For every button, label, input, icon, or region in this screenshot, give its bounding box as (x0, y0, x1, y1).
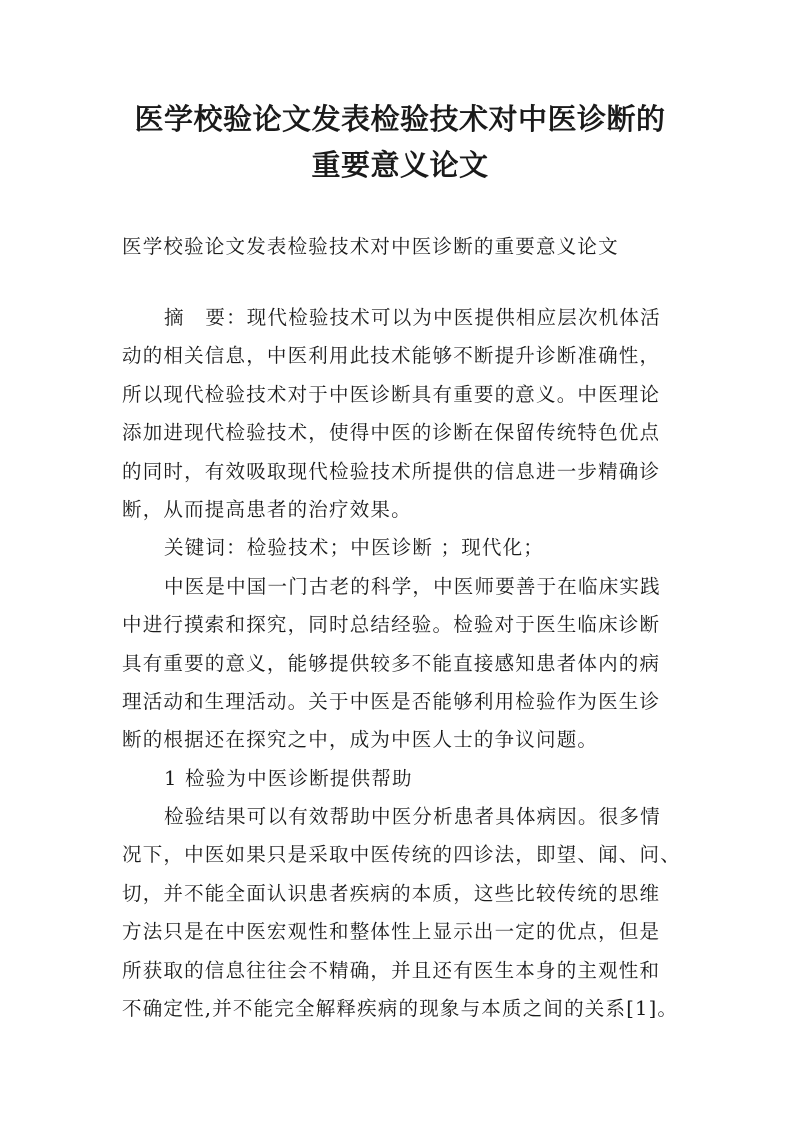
text-line: 动的相关信息，中医利用此技术能够不断提升诊断准确性， (122, 344, 661, 368)
section-1-paragraph (122, 798, 694, 1028)
section-1-heading (122, 760, 694, 798)
section-heading-line: 1 检验为中医诊断提供帮助 (164, 766, 413, 790)
document-body (122, 299, 694, 1028)
text-line: 理活动和生理活动。关于中医是否能够利用检验作为医生诊 (122, 689, 661, 713)
text-line: 断，从而提高患者的治疗效果。 (122, 497, 412, 521)
keywords-paragraph (122, 529, 694, 567)
text-line: 检验结果可以有效帮助中医分析患者具体病因。很多情 (164, 805, 661, 829)
text-line: 关键词：检验技术；中医诊断 ；现代化； (164, 536, 544, 560)
text-line: 不确定性,并不能完全解释疾病的现象与本质之间的关系[1]。 (122, 997, 679, 1021)
text-line: 况下，中医如果只是采取中医传统的四诊法，即望、闻、问、 (122, 843, 681, 867)
text-line: 中医是中国一门古老的科学，中医师要善于在临床实践 (164, 574, 661, 598)
title-line: 重要意义论文 (311, 148, 489, 182)
document-title (90, 96, 710, 188)
text-line: 中进行摸索和探究，同时总结经验。检验对于医生临床诊断 (122, 613, 661, 637)
text-line: 切，并不能全面认识患者疾病的本质，这些比较传统的思维 (122, 881, 661, 905)
text-line: 摘 要：现代检验技术可以为中医提供相应层次机体活 (164, 306, 661, 329)
text-line: 断的根据还在探究之中，成为中医人士的争议问题。 (122, 728, 599, 752)
text-line: 添加进现代检验技术，使得中医的诊断在保留传统特色优点 (122, 421, 661, 445)
document-subtitle: 医学校验论文发表检验技术对中医诊断的重要意义论文 (122, 235, 619, 258)
text-line: 的同时，有效吸取现代检验技术所提供的信息进一步精确诊 (122, 459, 661, 483)
abstract-paragraph (122, 299, 694, 529)
intro-paragraph (122, 568, 694, 760)
text-line: 所获取的信息往往会不精确，并且还有医生本身的主观性和 (122, 958, 661, 982)
text-line: 具有重要的意义，能够提供较多不能直接感知患者体内的病 (122, 651, 661, 675)
title-line: 医学校验论文发表检验技术对中医诊断的 (134, 102, 666, 136)
text-line: 所以现代检验技术对于中医诊断具有重要的意义。中医理论 (122, 382, 661, 406)
text-line: 方法只是在中医宏观性和整体性上显示出一定的优点，但是 (122, 920, 661, 944)
